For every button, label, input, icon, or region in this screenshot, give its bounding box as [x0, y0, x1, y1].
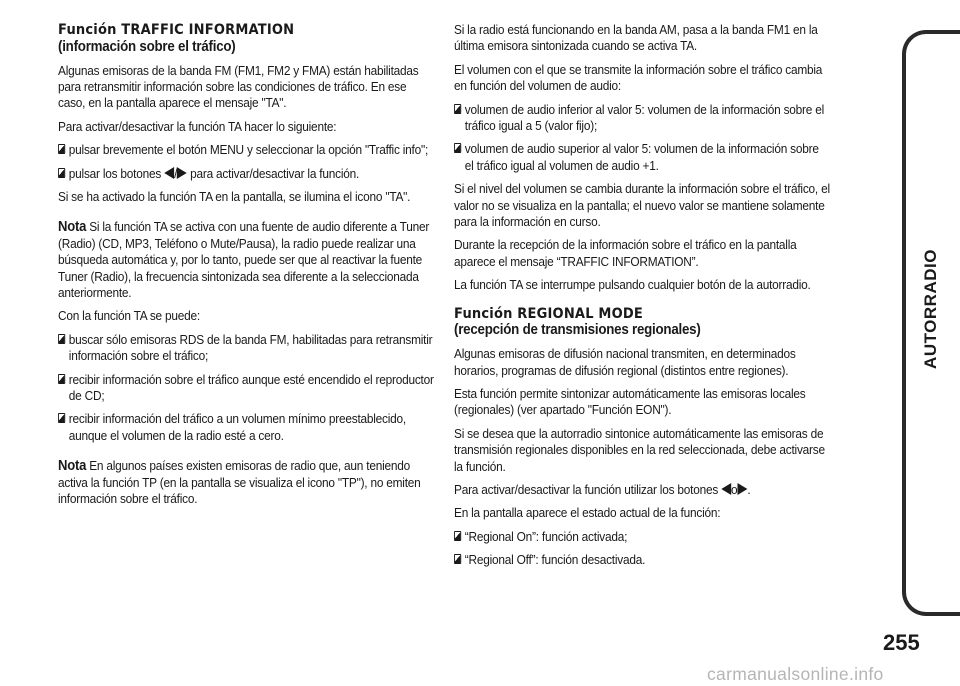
paragraph: En la pantalla aparece el estado actual de la función: — [454, 505, 721, 521]
bullet-item — [454, 141, 830, 174]
arrow-right-icon — [177, 167, 187, 179]
paragraph: Si la radio está funcionando en la banda AM, pasa a la banda FM1 en la última emisora sintonizada cuando se activa TA. — [454, 22, 818, 54]
bullet-text: volumen de audio superior al valor 5: volumen de la información sobre el tráfico igual al volumen de audio +1. — [464, 141, 819, 173]
section-heading — [58, 22, 436, 39]
separator: o — [731, 482, 738, 498]
checkbox-bullet-icon — [58, 144, 65, 154]
bullet-text: buscar sólo emisoras RDS de la banda FM, habilitadas para retransmitir información sobre el tráfico; — [68, 331, 433, 364]
watermark: carmanualsonline.info — [707, 664, 884, 684]
section-heading — [454, 306, 830, 323]
bullet-text: pulsar los botones — [68, 165, 162, 181]
checkbox-bullet-icon — [58, 334, 65, 344]
checkbox-bullet-icon — [454, 531, 461, 541]
bullet-item — [58, 411, 436, 444]
paragraph: Si se desea que la autorradio sintonice automáticamente las emisoras de transmisión regionales disponibles en la red seleccionada, debe activarse la función. — [454, 425, 825, 474]
bullet-text: “Regional On”: función activada; — [464, 528, 628, 544]
note — [58, 219, 436, 301]
paragraph: Esta función permite sintonizar automáticamente las emisoras locales (regionales) (ver apartado "Función EON"). — [454, 386, 806, 418]
left-column — [58, 22, 436, 514]
paragraph: Durante la recepción de la información sobre el tráfico en la pantalla aparece el mensaje “TRAFFIC INFORMATION”. — [454, 237, 797, 269]
paragraph: La función TA se interrumpe pulsando cualquier botón de la autorradio. — [454, 277, 811, 293]
note-text: En algunos países existen emisoras de radio que, aun teniendo activa la función TP (en la pantalla se visualiza el icono "TP"), no emiten información sobre el tráfico. — [58, 458, 421, 507]
arrow-right-icon — [737, 483, 747, 495]
bullet-text: volumen de audio inferior al valor 5: volumen de la información sobre el tráfico igual a 5 (valor fijo); — [464, 101, 824, 134]
paragraph: Si se ha activado la función TA en la pantalla, se ilumina el icono "TA". — [58, 188, 411, 204]
paragraph: El volumen con el que se transmite la información sobre el tráfico cambia en función del volumen de audio: — [454, 61, 823, 94]
checkbox-bullet-icon — [58, 374, 65, 384]
note-label: Nota — [58, 219, 87, 236]
separator: / — [174, 165, 178, 181]
paragraph-text: Para activar/desactivar la función utilizar los botones — [454, 482, 719, 498]
bullet-item — [58, 372, 436, 405]
bullet-item — [58, 332, 436, 365]
note-text: Si la función TA se activa con una fuente de audio diferente a Tuner (Radio) (CD, MP3, Teléfono o Mute/Pausa), la radio puede realizar una búsqueda automática y, por lo tanto, puede ser que al reactivar la fuente Tuner (Radio), la frecuencia sintonizada sea diferente a la seleccionada anteriormente. — [58, 219, 430, 300]
arrow-left-icon — [164, 167, 174, 179]
section-tab-label — [906, 249, 956, 369]
page-number: 255 — [883, 630, 920, 655]
paragraph-text: . — [747, 482, 751, 498]
section-tab-text: AUTORRADIO — [921, 249, 941, 369]
bullet-text: para activar/desactivar la función. — [190, 165, 360, 181]
checkbox-bullet-icon — [454, 143, 461, 153]
paragraph: Algunas emisoras de la banda FM (FM1, FM2 y FMA) están habilitadas para retransmitir información sobre las condiciones de tráfico. En ese caso, en la pantalla aparece el mensaje "TA". — [58, 62, 419, 111]
bullet-text: recibir información del tráfico a un volumen mínimo preestablecido, aunque el volumen de la radio esté a cero. — [68, 411, 407, 443]
note — [58, 458, 436, 507]
section-subheading: (información sobre el tráfico) — [58, 38, 236, 55]
bullet-text: recibir información sobre el tráfico aunque esté encendido el reproductor de CD; — [68, 371, 434, 403]
paragraph — [454, 482, 830, 498]
bullet-item — [454, 102, 830, 135]
section-subheading: (recepción de transmisiones regionales) — [454, 322, 701, 339]
checkbox-bullet-icon — [58, 413, 65, 423]
paragraph: Con la función TA se puede: — [58, 308, 200, 324]
heading-line: Función REGIONAL MODE — [454, 305, 643, 322]
paragraph: Algunas emisoras de difusión nacional transmiten, en determinados horarios, programas de difusión regional (distintos entre regiones). — [454, 346, 796, 378]
paragraph: Para activar/desactivar la función TA hacer lo siguiente: — [58, 118, 337, 134]
checkbox-bullet-icon — [454, 554, 461, 564]
checkbox-bullet-icon — [454, 104, 461, 114]
arrow-left-icon — [721, 483, 731, 495]
note-label: Nota — [58, 458, 87, 475]
paragraph: Si el nivel del volumen se cambia durante la información sobre el tráfico, el valor no se visualiza en la pantalla; el nuevo valor se mantiene solamente para la información en curso. — [454, 181, 830, 230]
bullet-item — [58, 166, 436, 182]
bullet-item — [58, 142, 436, 158]
checkbox-bullet-icon — [58, 168, 65, 178]
bullet-item — [454, 529, 830, 545]
right-column — [454, 22, 830, 576]
bullet-text: “Regional Off”: función desactivada. — [464, 552, 646, 568]
bullet-text: pulsar brevemente el botón MENU y seleccionar la opción "Traffic info"; — [68, 142, 429, 158]
heading-line: Función TRAFFIC INFORMATION — [58, 22, 295, 38]
bullet-item — [454, 552, 830, 568]
